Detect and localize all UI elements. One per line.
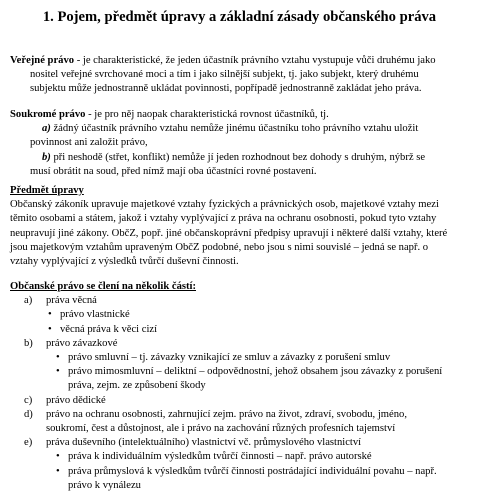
list-item [10, 323, 472, 337]
item-b-sub-2-cont: práva, zejm. ze způsobení škody [68, 380, 206, 392]
cleneni-item-c [10, 394, 472, 408]
cleneni-item-a [10, 294, 472, 308]
cleneni-item-d [10, 408, 472, 422]
verejne-text-1: - je charakteristické, že jeden účastník právního vztahu vystupuje vůči druhému jako [74, 55, 436, 66]
soukrome-b-text-1: při neshodě (střet, konflikt) nemůže jí jeden rozhodnout bez dohody s druhým, nýbrž se [50, 151, 426, 163]
soukrome-a-cont: povinnost ani založit právo, [30, 137, 148, 149]
item-a-sub-1: právo vlastnické [60, 309, 130, 321]
list-item [10, 365, 472, 393]
list-item [10, 450, 472, 464]
predmet-line-1: Občanský zákoník upravuje majetkové vztahy fyzických a právnických osob, majetkové vztahy mezi [10, 199, 439, 211]
soukrome-b-label: b) [42, 151, 51, 163]
soukrome-a [10, 122, 472, 136]
soukrome-b-cont: musí obrátit na soud, před nímž mají oba účastníci rovné postavení. [30, 165, 317, 177]
verejne-line-3: subjektu může jednostranně ukládat povinnosti, popřípadě jednostranně zakládat jeho práva. [30, 83, 422, 95]
item-a-text: práva věcná [46, 295, 97, 307]
soukrome-a-text-1: žádný účastník právního vztahu nemůže jinému účastníku toho právního vztahu uložit [50, 123, 419, 135]
soukrome-b [10, 151, 472, 165]
item-d-text-2: soukromí, čest a důstojnost, ale i právo na zachování různých profesních tajemství [46, 423, 396, 435]
bullet-icon: • [56, 366, 60, 378]
cleneni-heading: Občanské právo se člení na několik částí: [10, 281, 196, 292]
item-b-sub-2: právo mimosmluvní – deliktní – odpovědnostní, jehož obsahem jsou závazky z porušení [68, 366, 443, 378]
section-cleneni [10, 280, 472, 493]
item-a-label: a) [24, 295, 33, 307]
item-b-label: b) [24, 337, 33, 349]
list-item [10, 308, 472, 322]
section-predmet-upravy [10, 184, 472, 269]
soukrome-term: Soukromé právo [10, 109, 86, 120]
page-title: 1. Pojem, předmět úpravy a základní zásady občanského práva [42, 9, 437, 25]
item-e-text: práva duševního (intelektuálního) vlastnictví vč. průmyslového vlastnictví [46, 437, 362, 449]
predmet-line-2: těmito osobami a státem, jakož i vztahy vyplývající z práva na ochranu osobnosti, pokud tyto vztahy [10, 213, 437, 225]
bullet-icon: • [48, 323, 52, 335]
item-d-label: d) [24, 408, 33, 420]
cleneni-item-b [10, 337, 472, 351]
item-b-sub-1: právo smluvní – tj. závazky vznikající ze smluv a závazky z porušení smluv [68, 352, 391, 364]
item-c-text: právo dědické [46, 394, 106, 406]
item-e-sub-1: práva k individuálním výsledkům tvůrčí činnosti – např. právo autorské [68, 451, 372, 463]
section-soukrome-pravo [10, 108, 472, 179]
bullet-icon: • [56, 451, 60, 463]
bullet-icon: • [56, 465, 60, 477]
verejne-line-2: nositel veřejné svrchované moci a tím i jako silnější subjekt, tj. jako subjekt, který druhému [30, 69, 419, 81]
verejne-term: Veřejné právo [10, 55, 75, 66]
soukrome-line-1 [10, 108, 472, 122]
item-b-text: právo závazkové [46, 337, 118, 349]
soukrome-a-label: a) [42, 123, 51, 135]
item-e-sub-2: práva průmyslová k výsledkům tvůrčí činnosti postrádající individuální povahu – např. [68, 465, 437, 477]
item-c-label: c) [24, 394, 33, 406]
item-e-label: e) [24, 437, 33, 449]
bullet-icon: • [48, 309, 52, 321]
cleneni-item-e [10, 436, 472, 450]
section-verejne-pravo [10, 54, 472, 97]
list-item [10, 465, 472, 493]
predmet-line-4: jsou majetkovým vztahům upraveným ObčZ podobné, nebo jsou s nimi souvislé – jedná se např. o [10, 241, 429, 253]
bullet-icon: • [56, 352, 60, 364]
item-d-text-1: právo na ochranu osobnosti, zahrnující zejm. právo na život, zdraví, svobodu, jméno, [46, 408, 407, 420]
verejne-line-1 [10, 54, 472, 68]
predmet-line-3: neupravují jiné zákony. ObčZ, popř. jiné občanskoprávní předpisy upravují i některé další vztahy, které [10, 227, 448, 239]
predmet-heading: Předmět úpravy [10, 185, 84, 196]
item-e-sub-2-cont: právo k vynálezu [68, 479, 141, 491]
item-a-sub-2: věcná práva k věci cizí [60, 323, 158, 335]
predmet-line-5: vztahy vyplývající z výsledků tvůrčí duševní činnosti. [10, 256, 239, 268]
list-item [10, 351, 472, 365]
soukrome-text-1: - je pro něj naopak charakteristická rovnost účastníků, tj. [85, 109, 329, 120]
